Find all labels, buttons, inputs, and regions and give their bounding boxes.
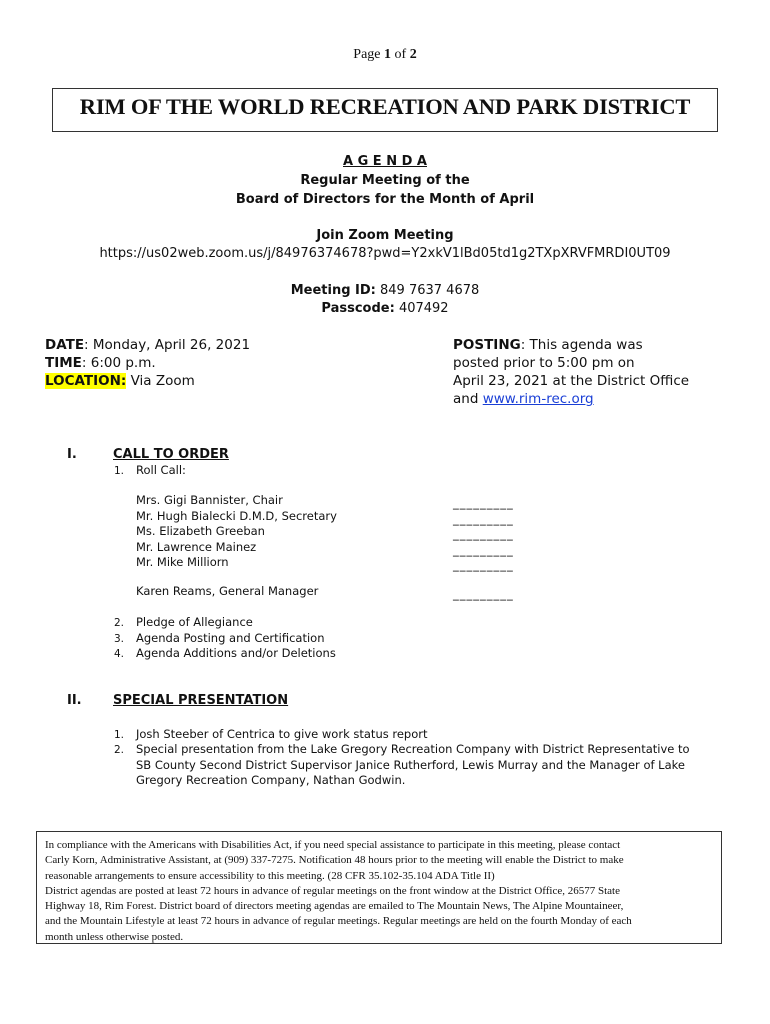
meeting-id	[0, 283, 770, 298]
attendance-blank: _________	[453, 542, 514, 557]
presentation-line: SB County Second District Supervisor Janice Rutherford, Lewis Murray and the Manager of Lake	[136, 757, 685, 772]
passcode-label: Passcode:	[321, 301, 395, 316]
page-of: of	[391, 47, 410, 62]
attendance-blank: _________	[453, 587, 514, 601]
item-number: 2.	[114, 744, 125, 756]
posting-line-2: posted prior to 5:00 pm on	[453, 355, 635, 371]
agenda-items	[136, 615, 336, 662]
item-number: 2.	[114, 617, 125, 629]
roll-member: Ms. Elizabeth Greeban	[136, 524, 265, 538]
notice-line: and the Mountain Lifestyle at least 72 hours in advance of regular meetings. Regular meetings are held on the fourth Monday of each	[45, 915, 632, 928]
roll-member: Mr. Mike Milliorn	[136, 555, 229, 569]
roll-list	[136, 493, 337, 571]
posting-note	[453, 336, 743, 408]
notice-line: reasonable arrangements to ensure accessibility to this meeting. (28 CFR 35.102-35.104 ADA Title II)	[45, 869, 495, 882]
website-link[interactable]: www.rim-rec.org	[482, 391, 594, 407]
presentation-line: Special presentation from the Lake Gregory Recreation Company with District Representative to	[136, 742, 690, 756]
item-number: 1.	[114, 465, 125, 477]
date-label: DATE	[45, 337, 85, 353]
time-line	[45, 354, 405, 372]
presentation-line: Gregory Recreation Company, Nathan Godwin.	[136, 773, 406, 787]
agenda-line-1: Regular Meeting of the	[300, 173, 470, 188]
posting-line-4	[453, 390, 743, 408]
attendance-blank: _________	[453, 511, 514, 526]
notice-line: month unless otherwise posted.	[45, 930, 184, 943]
agenda-item: Agenda Additions and/or Deletions	[136, 646, 336, 660]
time-value: : 6:00 p.m.	[81, 355, 156, 371]
item-number: 3.	[114, 632, 125, 645]
date-line	[45, 336, 405, 354]
notice-line: Carly Korn, Administrative Assistant, at (909) 337-7275. Notification 48 hours prior to the meeting will enable the District to make	[45, 854, 624, 867]
item-number: 1.	[114, 729, 125, 741]
location-line	[45, 372, 405, 390]
attendance-blank: _________	[453, 558, 514, 572]
ada-notice	[45, 838, 717, 945]
roll-member: Mrs. Gigi Bannister, Chair	[136, 493, 283, 507]
agenda-item: Pledge of Allegiance	[136, 615, 253, 629]
page-current: 1	[384, 47, 392, 62]
section-1-heading: CALL TO ORDER	[113, 447, 229, 462]
roll-member: Mr. Lawrence Mainez	[136, 539, 257, 554]
general-manager: Karen Reams, General Manager	[136, 584, 319, 598]
roll-call-label: Roll Call:	[136, 463, 186, 477]
date-value: : Monday, April 26, 2021	[84, 337, 251, 353]
attendance-blank: _________	[453, 527, 514, 541]
posting-text-1: : This agenda was	[520, 337, 643, 353]
item-numbers	[114, 616, 124, 663]
meeting-id-label: Meeting ID:	[290, 283, 376, 298]
meeting-id-value: 849 7637 4678	[375, 283, 480, 298]
item-number: 4.	[114, 648, 125, 660]
agenda-line-2: Board of Directors for the Month of April	[235, 192, 535, 207]
zoom-label: Join Zoom Meeting	[316, 228, 454, 243]
posting-prefix: and	[453, 391, 483, 407]
zoom-url[interactable]: https://us02web.zoom.us/j/84976374678?pwd=Y2xkV1lBd05td1g2TXpXRVFMRDI0UT09	[99, 246, 671, 261]
agenda-heading: A G E N D A	[343, 154, 427, 169]
presentation-item: Josh Steeber of Centrica to give work status report	[136, 727, 428, 741]
location-value: Via Zoom	[126, 373, 195, 389]
page-total: 2	[409, 47, 417, 62]
passcode	[0, 301, 770, 316]
time-label: TIME	[45, 355, 82, 371]
page-label: Page	[353, 47, 385, 62]
presentation-item	[136, 742, 736, 789]
page-number	[0, 47, 770, 63]
agenda-item: Agenda Posting and Certification	[136, 630, 325, 645]
passcode-value: 407492	[394, 301, 449, 316]
roll-member: Mr. Hugh Bialecki D.M.D, Secretary	[136, 508, 337, 523]
document-title: RIM OF THE WORLD RECREATION AND PARK DISTRICT	[79, 94, 691, 119]
location-label: LOCATION:	[45, 373, 127, 389]
attendance-blank: _________	[453, 496, 514, 510]
posting-line-3: April 23, 2021 at the District Office	[453, 373, 690, 389]
section-1-numeral: I.	[67, 447, 77, 462]
posting-label: POSTING	[453, 337, 521, 353]
posting-line-1	[453, 336, 743, 354]
meeting-details	[45, 336, 405, 390]
notice-line: District agendas are posted at least 72 hours in advance of regular meetings on the front window at the District Office, 26577 State	[45, 884, 620, 897]
section-2-heading: SPECIAL PRESENTATION	[113, 693, 289, 708]
attendance-blanks	[453, 496, 514, 574]
notice-line: In compliance with the Americans with Disabilities Act, if you need special assistance to participate in this meeting, please contact	[45, 839, 621, 851]
section-2-numeral: II.	[67, 693, 82, 708]
notice-line: Highway 18, Rim Forest. District board of directors meeting agendas are emailed to The Mountain News, The Alpine Mountaineer,	[45, 900, 624, 913]
